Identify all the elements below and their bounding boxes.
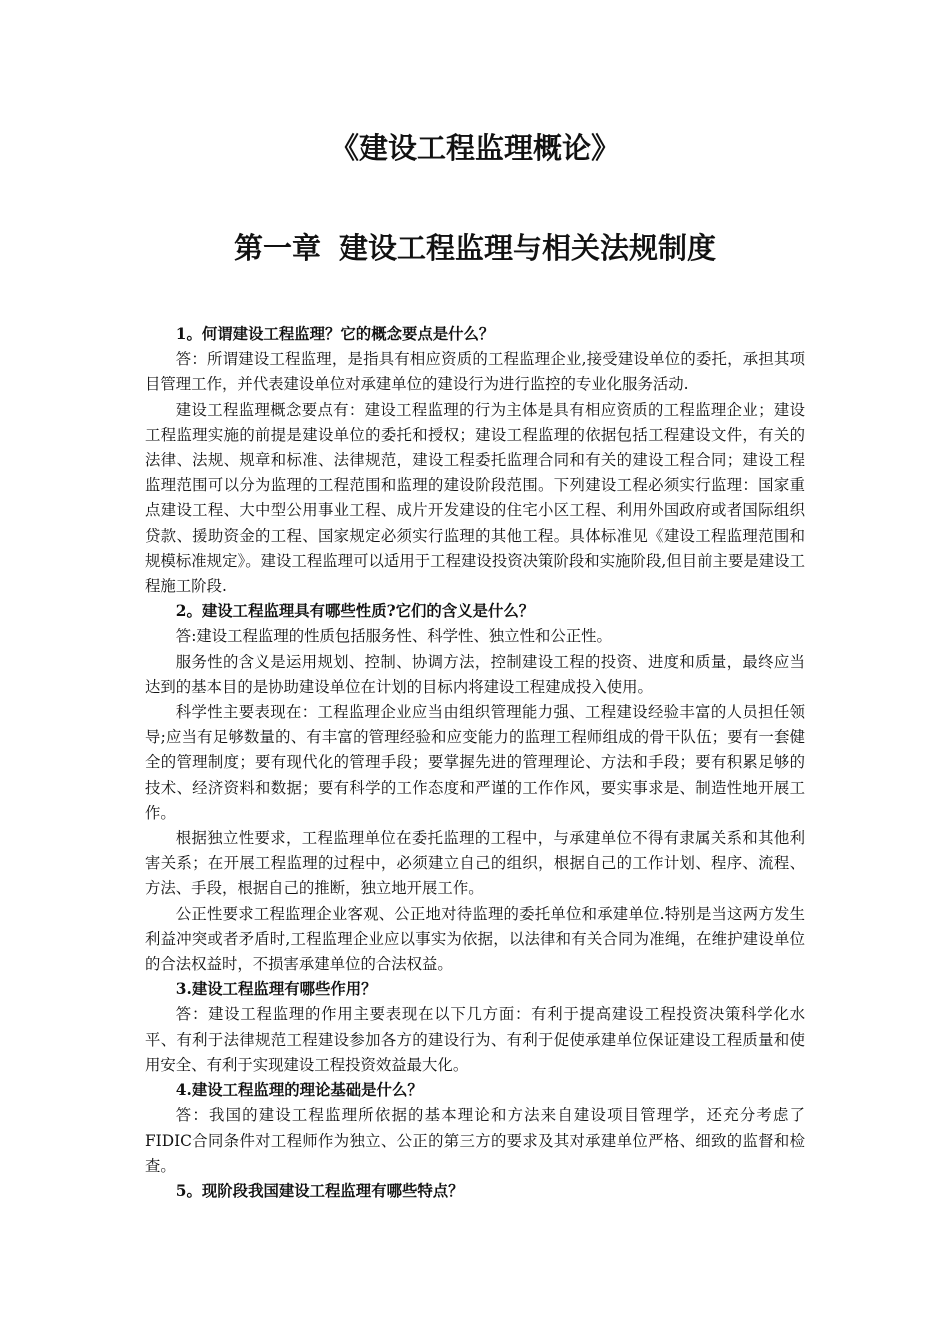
question-3: 3.建设工程监理有哪些作用？ (175, 980, 377, 999)
answer-1-paragraph-1: 答：所谓建设工程监理，是指具有相应资质的工程监理企业,接受建设单位的委托，承担其项目管理工作，并代表建设单位对承建单位的建设行为进行监控的专业化服务活动. (145, 350, 805, 394)
answer-2-paragraph-2: 服务性的含义是运用规划、控制、协调方法，控制建设工程的投资、进度和质量，最终应当达到的基本目的是协助建设单位在计划的目标内将建设工程建成投入使用。 (145, 652, 805, 696)
question-2: 2。建设工程监理具有哪些性质?它们的含义是什么？ (175, 602, 535, 621)
answer-2-paragraph-5: 公正性要求工程监理企业客观、公正地对待监理的委托单位和承建单位.特别是当这两方发生利益冲突或者矛盾时,工程监理企业应以事实为依据，以法律和有关合同为准绳，在维护建设单位的合法权益时，不损害承建单位的合法权益。 (145, 904, 805, 974)
chapter-title: 第一章 建设工程监理与相关法规制度 (233, 231, 717, 265)
question-1: 1。何谓建设工程监理？它的概念要点是什么？ (175, 325, 495, 343)
answer-3-paragraph-1: 答：建设工程监理的作用主要表现在以下几方面：有利于提高建设工程投资决策科学化水平、有利于法律规范工程建设参加各方的建设行为、有利于促使承建单位保证建设工程质量和使用安全、有利于实现建设工程投资效益最大化。 (145, 1005, 805, 1074)
document-title: 《建设工程监理概论》 (329, 131, 620, 165)
question-5: 5。现阶段我国建设工程监理有哪些特点？ (175, 1181, 464, 1200)
answer-4-paragraph-1: 答：我国的建设工程监理所依据的基本理论和方法来自建设项目管理学，还充分考虑了FIDIC合同条件对工程师作为独立、公正的第三方的要求及其对承建单位严格、细致的监督和检查。 (145, 1106, 805, 1175)
answer-1-paragraph-2: 建设工程监理概念要点有：建设工程监理的行为主体是具有相应资质的工程监理企业；建设工程监理实施的前提是建设单位的委托和授权；建设工程监理的依据包括工程建设文件，有关的法律、法规、规章和标准、法律规范，建设工程委托监理合同和有关的建设工程合同；建设工程监理范围可以分为监理的工程范围和监理的建设阶段范围。下列建设工程必须实行监理：国家重点建设工程、大中型公用事业工程、成片开发建设的住宅小区工程、利用外国政府或者国际组织贷款、援助资金的工程、国家规定必须实行监理的其他工程。具体标准见《建设工程监理范围和规模标准规定》。建设工程监理可以适用于工程建设投资决策阶段和实施阶段,但目前主要是建设工程施工阶段. (145, 400, 805, 596)
question-4: 4.建设工程监理的理论基础是什么？ (175, 1081, 423, 1100)
answer-2-paragraph-3: 科学性主要表现在：工程监理企业应当由组织管理能力强、工程建设经验丰富的人员担任领导;应当有足够数量的、有丰富的管理经验和应变能力的监理工程师组成的骨干队伍；要有一套健全的管理制度；要有现代化的管理手段；要掌握先进的管理理论、方法和手段；要有积累足够的技术、经济资料和数据；要有科学的工作态度和严谨的工作作风，要实事求是、制造性地开展工作。 (145, 703, 805, 822)
document-body (145, 322, 805, 1204)
answer-2-paragraph-1: 答:建设工程监理的性质包括服务性、科学性、独立性和公正性。 (175, 627, 612, 646)
answer-2-paragraph-4: 根据独立性要求，工程监理单位在委托监理的工程中，与承建单位不得有隶属关系和其他利害关系；在开展工程监理的过程中，必须建立自己的组织，根据自己的工作计划、程序、流程、方法、手段，根据自己的推断，独立地开展工作。 (145, 829, 805, 898)
